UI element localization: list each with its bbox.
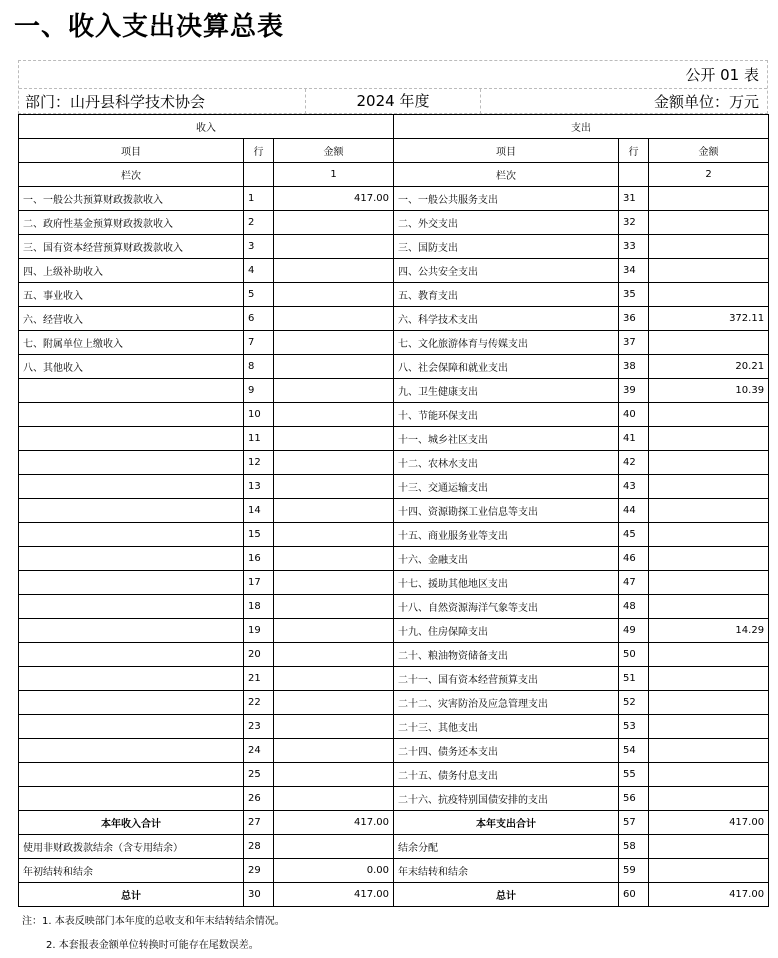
table-row (19, 403, 769, 427)
income-amount (274, 403, 394, 427)
table-row (19, 595, 769, 619)
income-item: 使用非财政拨款结余（含专用结余） (19, 835, 244, 859)
income-row-number: 28 (244, 835, 274, 859)
income-row-number: 14 (244, 499, 274, 523)
income-row-number: 10 (244, 403, 274, 427)
table-row (19, 739, 769, 763)
income-item (19, 523, 244, 547)
expense-row-number: 47 (619, 571, 649, 595)
expense-amount (649, 739, 769, 763)
expense-row-number: 55 (619, 763, 649, 787)
expense-row-number: 36 (619, 307, 649, 331)
expense-row-header: 行 (619, 139, 649, 163)
income-amount (274, 475, 394, 499)
income-item: 八、其他收入 (19, 355, 244, 379)
table-row (19, 427, 769, 451)
table-row (19, 475, 769, 499)
income-row-number: 11 (244, 427, 274, 451)
expense-row-number: 57 (619, 811, 649, 835)
expense-amount (649, 499, 769, 523)
table-row (19, 523, 769, 547)
expense-item: 十四、资源勘探工业信息等支出 (394, 499, 619, 523)
column-header-row (19, 139, 769, 163)
table-row (19, 619, 769, 643)
income-item (19, 715, 244, 739)
expense-item: 五、教育支出 (394, 283, 619, 307)
income-amount (274, 307, 394, 331)
expense-item: 二十五、债务付息支出 (394, 763, 619, 787)
income-amount (274, 211, 394, 235)
income-item: 一、一般公共预算财政拨款收入 (19, 187, 244, 211)
income-item (19, 787, 244, 811)
income-row-number: 16 (244, 547, 274, 571)
expense-amount (649, 859, 769, 883)
expense-row-number: 41 (619, 427, 649, 451)
expense-item: 二十一、国有资本经营预算支出 (394, 667, 619, 691)
table-row (19, 307, 769, 331)
table-row (19, 835, 769, 859)
income-expense-table (18, 114, 769, 907)
expense-amount (649, 787, 769, 811)
table-row (19, 667, 769, 691)
income-item (19, 475, 244, 499)
income-amount (274, 355, 394, 379)
expense-item: 总计 (394, 883, 619, 907)
income-col-number: 1 (274, 163, 394, 187)
expense-amount (649, 547, 769, 571)
income-amount (274, 739, 394, 763)
income-item: 总计 (19, 883, 244, 907)
table-row (19, 547, 769, 571)
income-item (19, 571, 244, 595)
expense-row-number: 37 (619, 331, 649, 355)
amount-unit: 金额单位：万元 (653, 93, 759, 111)
expense-row-number: 54 (619, 739, 649, 763)
expense-amount (649, 187, 769, 211)
expense-row-number: 34 (619, 259, 649, 283)
expense-item: 十、节能环保支出 (394, 403, 619, 427)
income-amount (274, 379, 394, 403)
table-row (19, 259, 769, 283)
table-header-box (18, 60, 768, 114)
income-item: 年初结转和结余 (19, 859, 244, 883)
income-row-number: 1 (244, 187, 274, 211)
income-row-number: 8 (244, 355, 274, 379)
expense-row-number: 53 (619, 715, 649, 739)
department-label: 部门：山丹县科学技术协会 (25, 93, 206, 111)
income-amount (274, 787, 394, 811)
table-row (19, 355, 769, 379)
expense-amount (649, 211, 769, 235)
expense-item: 二十六、抗疫特别国债安排的支出 (394, 787, 619, 811)
table-row (19, 331, 769, 355)
notes (22, 910, 285, 958)
expense-amount (649, 643, 769, 667)
income-row-number: 26 (244, 787, 274, 811)
income-row-number: 21 (244, 667, 274, 691)
income-amount (274, 523, 394, 547)
income-row-number: 3 (244, 235, 274, 259)
expense-item: 十一、城乡社区支出 (394, 427, 619, 451)
income-row-number: 30 (244, 883, 274, 907)
income-row-number: 13 (244, 475, 274, 499)
expense-amount: 417.00 (649, 883, 769, 907)
income-row-number: 22 (244, 691, 274, 715)
expense-row-number: 52 (619, 691, 649, 715)
expense-item: 二十、粮油物资储备支出 (394, 643, 619, 667)
income-item (19, 619, 244, 643)
expense-amount (649, 283, 769, 307)
expense-amount (649, 403, 769, 427)
income-col-blank (244, 163, 274, 187)
expense-row-number: 45 (619, 523, 649, 547)
income-amount (274, 547, 394, 571)
income-item: 七、附属单位上缴收入 (19, 331, 244, 355)
income-amount: 417.00 (274, 811, 394, 835)
expense-row-number: 60 (619, 883, 649, 907)
expense-amount (649, 571, 769, 595)
income-amount (274, 427, 394, 451)
income-amount: 0.00 (274, 859, 394, 883)
income-row-number: 24 (244, 739, 274, 763)
expense-amount (649, 691, 769, 715)
table-id: 公开 01 表 (685, 66, 759, 84)
table-row (19, 883, 769, 907)
income-item (19, 427, 244, 451)
table-row (19, 211, 769, 235)
income-row-number: 29 (244, 859, 274, 883)
income-item (19, 403, 244, 427)
income-item-header: 项目 (19, 139, 244, 163)
income-amount (274, 571, 394, 595)
expense-row-number: 58 (619, 835, 649, 859)
expense-amount: 417.00 (649, 811, 769, 835)
expense-item: 十七、援助其他地区支出 (394, 571, 619, 595)
expense-amount (649, 523, 769, 547)
table-row (19, 715, 769, 739)
expense-amount: 14.29 (649, 619, 769, 643)
income-row-number: 20 (244, 643, 274, 667)
income-item (19, 763, 244, 787)
expense-item: 二十四、债务还本支出 (394, 739, 619, 763)
expense-row-number: 50 (619, 643, 649, 667)
expense-header: 支出 (394, 115, 769, 139)
expense-item: 本年支出合计 (394, 811, 619, 835)
income-amount (274, 643, 394, 667)
expense-row-number: 42 (619, 451, 649, 475)
expense-item: 三、国防支出 (394, 235, 619, 259)
expense-item: 二十二、灾害防治及应急管理支出 (394, 691, 619, 715)
income-amount (274, 283, 394, 307)
expense-item: 二十三、其他支出 (394, 715, 619, 739)
income-amount: 417.00 (274, 883, 394, 907)
income-amount (274, 763, 394, 787)
expense-row-number: 44 (619, 499, 649, 523)
income-row-header: 行 (244, 139, 274, 163)
expense-amount (649, 235, 769, 259)
expense-row-number: 48 (619, 595, 649, 619)
expense-amount: 20.21 (649, 355, 769, 379)
income-row-number: 18 (244, 595, 274, 619)
expense-row-number: 51 (619, 667, 649, 691)
income-row-number: 7 (244, 331, 274, 355)
expense-item: 十八、自然资源海洋气象等支出 (394, 595, 619, 619)
note-2: 2. 本套报表金额单位转换时可能存在尾数误差。 (46, 940, 259, 951)
expense-item: 八、社会保障和就业支出 (394, 355, 619, 379)
table-row (19, 787, 769, 811)
table-row (19, 235, 769, 259)
income-amount (274, 667, 394, 691)
expense-amount (649, 595, 769, 619)
expense-item: 七、文化旅游体育与传媒支出 (394, 331, 619, 355)
expense-item: 十六、金融支出 (394, 547, 619, 571)
expense-row-number: 32 (619, 211, 649, 235)
expense-amount (649, 835, 769, 859)
income-amount: 417.00 (274, 187, 394, 211)
income-item (19, 451, 244, 475)
expense-row-number: 46 (619, 547, 649, 571)
expense-item: 四、公共安全支出 (394, 259, 619, 283)
income-amount (274, 499, 394, 523)
table-row (19, 451, 769, 475)
income-amount (274, 691, 394, 715)
expense-row-number: 49 (619, 619, 649, 643)
table-row (19, 643, 769, 667)
income-item (19, 667, 244, 691)
income-row-number: 5 (244, 283, 274, 307)
income-item (19, 739, 244, 763)
expense-item: 十九、住房保障支出 (394, 619, 619, 643)
table-row (19, 763, 769, 787)
expense-row-number: 39 (619, 379, 649, 403)
expense-col-number: 2 (649, 163, 769, 187)
table-row (19, 859, 769, 883)
expense-row-number: 33 (619, 235, 649, 259)
income-amount (274, 259, 394, 283)
income-amount (274, 331, 394, 355)
income-row-number: 27 (244, 811, 274, 835)
income-amount (274, 595, 394, 619)
table-row (19, 283, 769, 307)
income-row-number: 19 (244, 619, 274, 643)
income-amount (274, 715, 394, 739)
income-amount-header: 金额 (274, 139, 394, 163)
table-row (19, 571, 769, 595)
income-row-number: 25 (244, 763, 274, 787)
expense-amount: 10.39 (649, 379, 769, 403)
expense-amount (649, 451, 769, 475)
income-item: 五、事业收入 (19, 283, 244, 307)
income-amount (274, 619, 394, 643)
income-item: 二、政府性基金预算财政拨款收入 (19, 211, 244, 235)
expense-amount (649, 331, 769, 355)
income-col-label: 栏次 (19, 163, 244, 187)
table-row (19, 499, 769, 523)
income-row-number: 15 (244, 523, 274, 547)
table-row (19, 187, 769, 211)
income-header: 收入 (19, 115, 394, 139)
income-item: 本年收入合计 (19, 811, 244, 835)
expense-item: 九、卫生健康支出 (394, 379, 619, 403)
expense-row-number: 40 (619, 403, 649, 427)
meta-row (19, 88, 767, 114)
expense-item: 一、一般公共服务支出 (394, 187, 619, 211)
income-item: 六、经营收入 (19, 307, 244, 331)
expense-item-header: 项目 (394, 139, 619, 163)
income-item: 三、国有资本经营预算财政拨款收入 (19, 235, 244, 259)
income-amount (274, 835, 394, 859)
income-amount (274, 451, 394, 475)
expense-item: 二、外交支出 (394, 211, 619, 235)
income-item (19, 595, 244, 619)
income-row-number: 4 (244, 259, 274, 283)
income-amount (274, 235, 394, 259)
expense-amount: 372.11 (649, 307, 769, 331)
income-item (19, 691, 244, 715)
expense-col-label: 栏次 (394, 163, 619, 187)
expense-item: 年末结转和结余 (394, 859, 619, 883)
income-row-number: 9 (244, 379, 274, 403)
table-row (19, 691, 769, 715)
expense-item: 十五、商业服务业等支出 (394, 523, 619, 547)
expense-item: 结余分配 (394, 835, 619, 859)
section-header-row (19, 115, 769, 139)
table-row (19, 811, 769, 835)
expense-amount (649, 259, 769, 283)
page-title: 一、收入支出决算总表 (14, 12, 285, 42)
income-row-number: 12 (244, 451, 274, 475)
expense-row-number: 56 (619, 787, 649, 811)
expense-amount-header: 金额 (649, 139, 769, 163)
expense-item: 六、科学技术支出 (394, 307, 619, 331)
expense-row-number: 43 (619, 475, 649, 499)
expense-item: 十二、农林水支出 (394, 451, 619, 475)
expense-amount (649, 763, 769, 787)
income-item (19, 379, 244, 403)
expense-col-blank (619, 163, 649, 187)
expense-amount (649, 715, 769, 739)
income-row-number: 2 (244, 211, 274, 235)
note-1: 注：1. 本表反映部门本年度的总收支和年末结转结余情况。 (22, 916, 285, 927)
column-index-row (19, 163, 769, 187)
expense-amount (649, 475, 769, 499)
expense-row-number: 31 (619, 187, 649, 211)
expense-amount (649, 667, 769, 691)
income-item (19, 643, 244, 667)
expense-row-number: 35 (619, 283, 649, 307)
expense-row-number: 38 (619, 355, 649, 379)
expense-row-number: 59 (619, 859, 649, 883)
income-item: 四、上级补助收入 (19, 259, 244, 283)
expense-item: 十三、交通运输支出 (394, 475, 619, 499)
income-row-number: 23 (244, 715, 274, 739)
income-item (19, 499, 244, 523)
income-item (19, 547, 244, 571)
income-row-number: 6 (244, 307, 274, 331)
income-row-number: 17 (244, 571, 274, 595)
fiscal-year: 2024 年度 (305, 89, 481, 114)
expense-amount (649, 427, 769, 451)
table-row (19, 379, 769, 403)
